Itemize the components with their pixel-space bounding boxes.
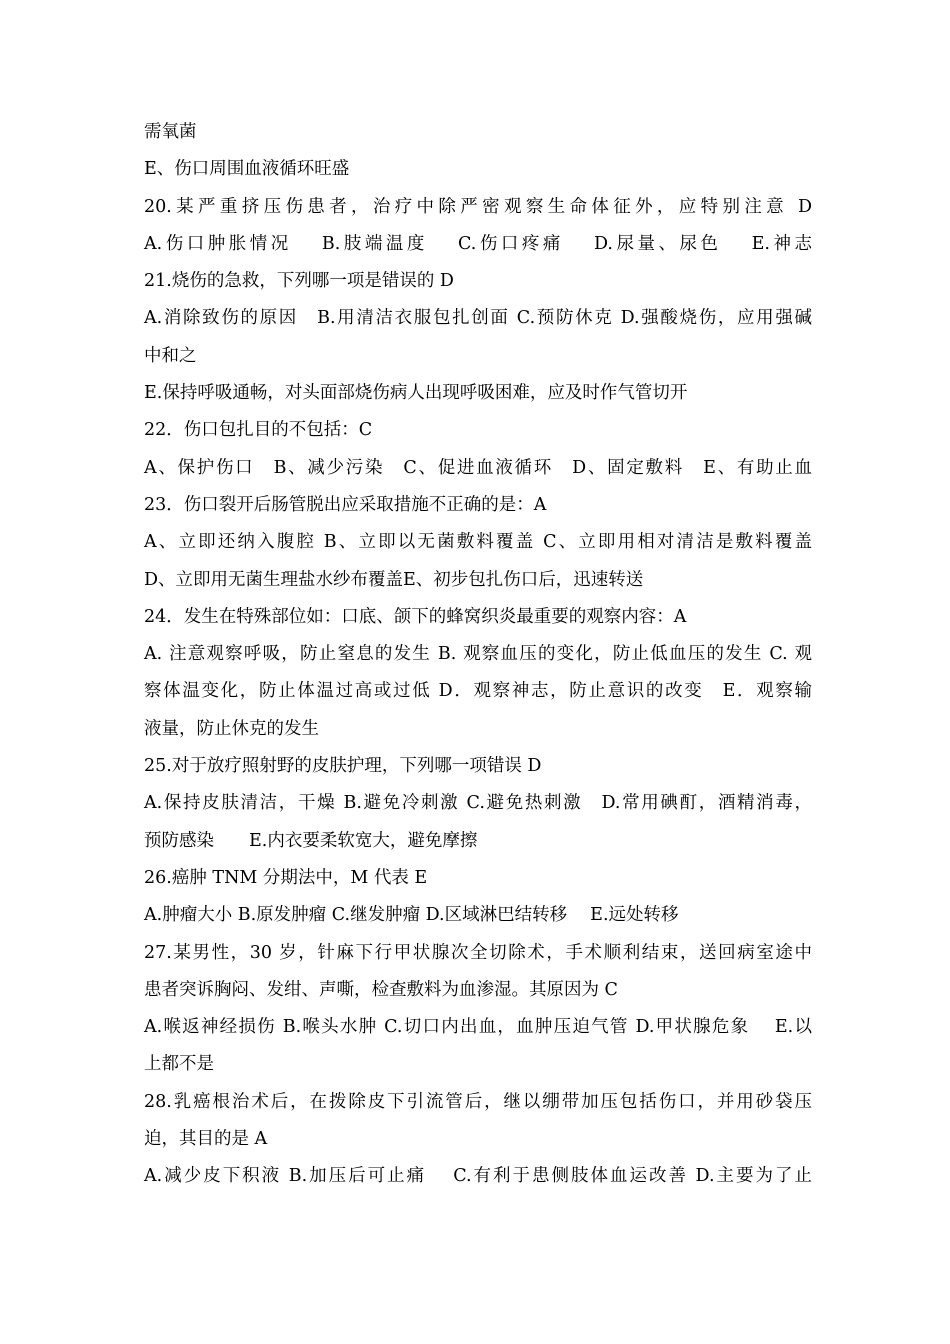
- question-21: 21.烧伤的急救，下列哪一项是错误的 D: [144, 271, 454, 292]
- question-27-options: A.喉返神经损伤 B.喉头水肿 C.切口内出血，血肿压迫气管 D.甲状腺危象 E.以: [144, 1017, 812, 1038]
- question-23: 23．伤口裂开后肠管脱出应采取措施不正确的是：A: [144, 494, 547, 515]
- question-21-option-e: E.保持呼吸通畅，对头面部烧伤病人出现呼吸困难，应及时作气管切开: [144, 383, 688, 404]
- question-21-options-cont: 中和之: [144, 345, 197, 366]
- question-27: 27.某男性，30 岁，针麻下行甲状腺次全切除术，手术顺利结束，送回病室途中: [144, 942, 812, 963]
- question-28-options: A.减少皮下积液 B.加压后可止痛 C.有利于患侧肢体血运改善 D.主要为了止: [144, 1166, 812, 1187]
- text-line: 需氧菌: [144, 122, 197, 142]
- question-20-options: A.伤口肿胀情况 B.肢端温度 C.伤口疼痛 D.尿量、尿色 E.神志: [144, 233, 812, 254]
- question-28-cont: 迫，其目的是 A: [144, 1129, 268, 1150]
- question-20: 20.某严重挤压伤患者，治疗中除严密观察生命体征外，应特别注意 D: [144, 196, 812, 217]
- question-22: 22．伤口包扎目的不包括：C: [144, 420, 373, 441]
- question-28: 28.乳癌根治术后，在拨除皮下引流管后，继以绷带加压包括伤口，并用砂袋压: [144, 1091, 812, 1112]
- question-25: 25.对于放疗照射野的皮肤护理，下列哪一项错误 D: [144, 756, 542, 777]
- question-26: 26.癌肿 TNM 分期法中，M 代表 E: [144, 867, 428, 888]
- question-24: 24．发生在特殊部位如：口底、颌下的蜂窝织炎最重要的观察内容：A: [144, 606, 687, 627]
- question-23-options-cont: D、立即用无菌生理盐水纱布覆盖E、初步包扎伤口后，迅速转送: [144, 569, 644, 590]
- question-21-options: A.消除致伤的原因 B.用清洁衣服包扎创面 C.预防休克 D.强酸烧伤，应用强碱: [144, 308, 812, 329]
- answer-option-line: E、伤口周围血液循环旺盛: [144, 159, 350, 180]
- document-body: [144, 114, 812, 1196]
- question-22-options: A、保护伤口 B、减少污染 C、促进血液循环 D、固定敷料 E、有助止血: [144, 457, 812, 478]
- question-27-options-cont: 上都不是: [144, 1054, 214, 1075]
- question-23-options: A、立即还纳入腹腔 B、立即以无菌敷料覆盖 C、立即用相对清洁是敷料覆盖: [144, 532, 812, 553]
- question-26-options: A.肿瘤大小 B.原发肿瘤 C.继发肿瘤 D.区域淋巴结转移 E.远处转移: [144, 905, 679, 926]
- question-25-options: A.保持皮肤清洁，干燥 B.避免冷刺激 C.避免热刺激 D.常用碘酊，酒精消毒，: [144, 793, 812, 814]
- question-24-options: A. 注意观察呼吸，防止窒息的发生 B. 观察血压的变化，防止低血压的发生 C. 观: [144, 644, 812, 665]
- question-27-cont: 患者突诉胸闷、发绀、声嘶，检查敷料为血渗湿。其原因为 C: [144, 979, 618, 1000]
- question-24-options-cont: 察体温变化，防止体温过高或过低 D．观察神志，防止意识的改变 E．观察输: [144, 681, 812, 702]
- question-24-options-end: 液量，防止休克的发生: [144, 718, 319, 739]
- question-25-options-cont: 预防感染 E.内衣要柔软宽大，避免摩擦: [144, 830, 478, 851]
